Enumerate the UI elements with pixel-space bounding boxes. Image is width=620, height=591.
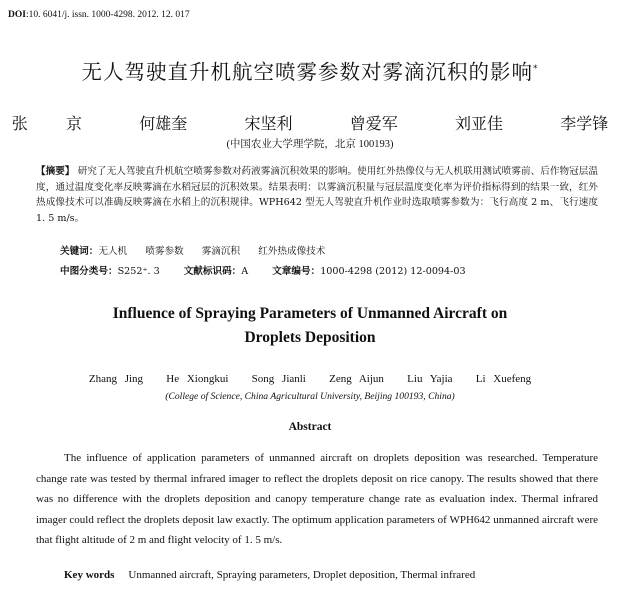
english-keywords-value: Unmanned aircraft, Spraying parameters, Droplet deposition, Thermal infrared: [128, 569, 476, 581]
class-number-label: 中图分类号：: [60, 266, 118, 277]
doi-line: [8, 10, 190, 20]
chinese-affiliation: (中国农业大学理学院，北京 100193): [226, 139, 394, 150]
chinese-keywords: [60, 243, 325, 257]
article-number-label: 文章编号：: [272, 266, 321, 277]
chinese-authors: 张 京 何雄奎 宋坚利 曾爱军 刘亚佳 李学锋: [11, 114, 609, 133]
doc-code-value: A: [241, 266, 249, 277]
english-title: [0, 302, 620, 350]
chinese-title: [0, 55, 620, 85]
english-title-line-1: Influence of Spraying Parameters of Unmanned Aircraft on: [112, 305, 508, 322]
english-keywords: [64, 569, 604, 581]
class-number-value: S252⁺. 3: [117, 266, 160, 277]
english-title-line-2: Droplets Deposition: [244, 329, 376, 346]
doi-value: :10. 6041/j. issn. 1000-4298. 2012. 12. 017: [25, 10, 190, 20]
english-abstract: [36, 448, 598, 551]
chinese-keywords-label: 关键词：: [60, 246, 99, 257]
english-authors: Zhang Jing He Xiongkui Song Jianli Zeng Aijun Liu Yajia Li Xuefeng: [88, 373, 532, 385]
chinese-keywords-value: 无人机 喷雾参数 雾滴沉积 红外热成像技术: [98, 246, 326, 257]
chinese-abstract-label: 【摘要】: [36, 166, 75, 177]
chinese-title-text: 无人驾驶直升机航空喷雾参数对雾滴沉积的影响: [81, 60, 533, 84]
classification-line: [60, 263, 466, 277]
chinese-abstract-text: 研究了无人驾驶直升机航空喷雾参数对药液雾滴沉积效果的影响。使用红外热像仪与无人机联用测试喷雾前、后作物冠层温度，通过温度变化率反映雾滴在水稻冠层的沉积效果。结果表明：以雾滴沉积量与冠层温度变化率为评价指标得到的结果一致，红外热成像技术可以准确反映雾滴在水稻上的沉积规律。WPH642 型无人驾驶直升机作业时选取喷雾参数为：飞行高度 2 m、飞行速度 1. 5 m/s。: [36, 166, 599, 224]
abstract-heading: Abstract: [288, 421, 332, 433]
english-abstract-text: The influence of application parameters of unmanned aircraft on droplets deposition was researched. Temperature change rate was tested by thermal infrared imager to reflect the droplets deposit on rice canopy. The results showed that there was no difference with the droplets deposition and canopy temperature change rate as evaluation index. Thermal infrared imager could reflect the droplets deposit law exactly. The optimum application parameters of WPH642 unmanned aircraft were that flight altitude of 2 m and flight velocity of 1. 5 m/s.: [36, 452, 598, 546]
doi-label: DOI: [8, 10, 26, 20]
english-keywords-label: Key words: [64, 569, 115, 581]
doc-code-label: 文献标识码：: [183, 266, 242, 277]
title-footnote-mark: *: [533, 64, 539, 75]
english-affiliation: (College of Science, China Agricultural University, Beijing 100193, China): [165, 391, 455, 402]
chinese-abstract: [36, 164, 598, 226]
article-number-value: 1000-4298 (2012) 12-0094-03: [320, 266, 466, 277]
